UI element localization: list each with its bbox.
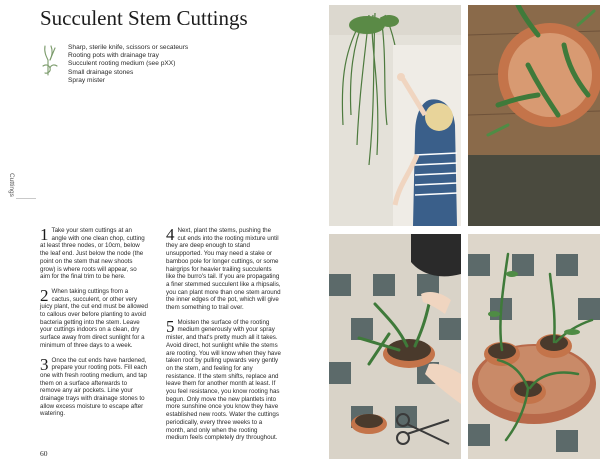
- steps-column-right: [166, 227, 281, 449]
- page-title: Succulent Stem Cuttings: [40, 6, 248, 30]
- tools-list-item: Spray mister: [68, 76, 106, 84]
- step-text: Take your stem cuttings at an angle with one clean chop, cutting at least three nodes, or 10cm, below the leaf end. Just below the node (the point on the stem that new shoots grow) is where roots will appear, so aim for the final trim to be here.: [40, 227, 145, 281]
- section-tab: Cuttings: [8, 173, 15, 197]
- photo-hanging-plant: [329, 5, 461, 226]
- hand-tools-icon: [40, 44, 60, 78]
- tools-list: [68, 44, 188, 85]
- section-tab-divider: [16, 198, 36, 199]
- tools-list-item: Succulent rooting medium (see pXX): [68, 60, 176, 68]
- step-number: 2: [40, 285, 49, 305]
- step-1: [40, 227, 148, 281]
- step-text: Once the cut ends have hardened, prepare your rooting pots. Fill each one with fresh rooting medium, and tap them on a surface afterwards to remove any air pockets. Line your drainage trays with drainage stones to allow excess moisture to escape after watering.: [40, 356, 148, 418]
- step-number: 3: [40, 354, 49, 374]
- page-number: 60: [40, 449, 48, 458]
- tools-list-item: Rooting pots with drainage tray: [68, 52, 159, 60]
- step-2: [40, 285, 149, 350]
- step-5: [166, 316, 281, 442]
- step-3: [40, 354, 148, 419]
- steps-column-left: [40, 227, 148, 425]
- step-4: [166, 227, 281, 312]
- step-text: Next, plant the stems, pushing the cut ends into the rooting mixture until they are deep enough to stand unsupported. You may need a stake or bamboo pole for longer cuttings, or some hairgrips for heavier trailing succulents like the burro's tail. If you are propagating a finer stemmed succulent like a rhipsalis, you can plant more than one stem around the inner edges of the pot, which will give them something to trail over.: [166, 227, 281, 312]
- step-text: When taking cuttings from a cactus, succulent, or other very juicy plant, the cut end must be allowed to callous over before planting to avoid bacteria getting into the stem. Leave your cuttings indoors on a clean, dry surface away from direct sunlight for a minimum of three days to a week.: [40, 287, 149, 349]
- step-number: 1: [40, 225, 49, 244]
- photo-potted-cuttings: [468, 234, 600, 459]
- photo-terracotta-pot: [468, 5, 600, 226]
- step-number: 4: [166, 225, 175, 244]
- tools-list-item: Sharp, sterile knife, scissors or secateurs: [68, 44, 189, 51]
- step-text: Moisten the surface of the rooting medium generously with your spray mister, and that's pretty much all it takes. Avoid direct, hot sunlight while the stems are rooting. You will know when they have taken root by pulling upwards very gently on the stem, and feeling for any resistance. If the stem shifts, replace and leave them for another month at least. If you feel resistance, you know rooting has begun. Only move the new plantlets into more sunshine once you know they have established new roots. Water the cuttings periodically, every three weeks to a month, and only when the rooting medium feels completely dry throughout.: [166, 318, 281, 442]
- photo-planting-stems: [329, 234, 461, 459]
- step-number: 5: [166, 316, 175, 336]
- tools-list-item: Small drainage stones: [68, 68, 134, 76]
